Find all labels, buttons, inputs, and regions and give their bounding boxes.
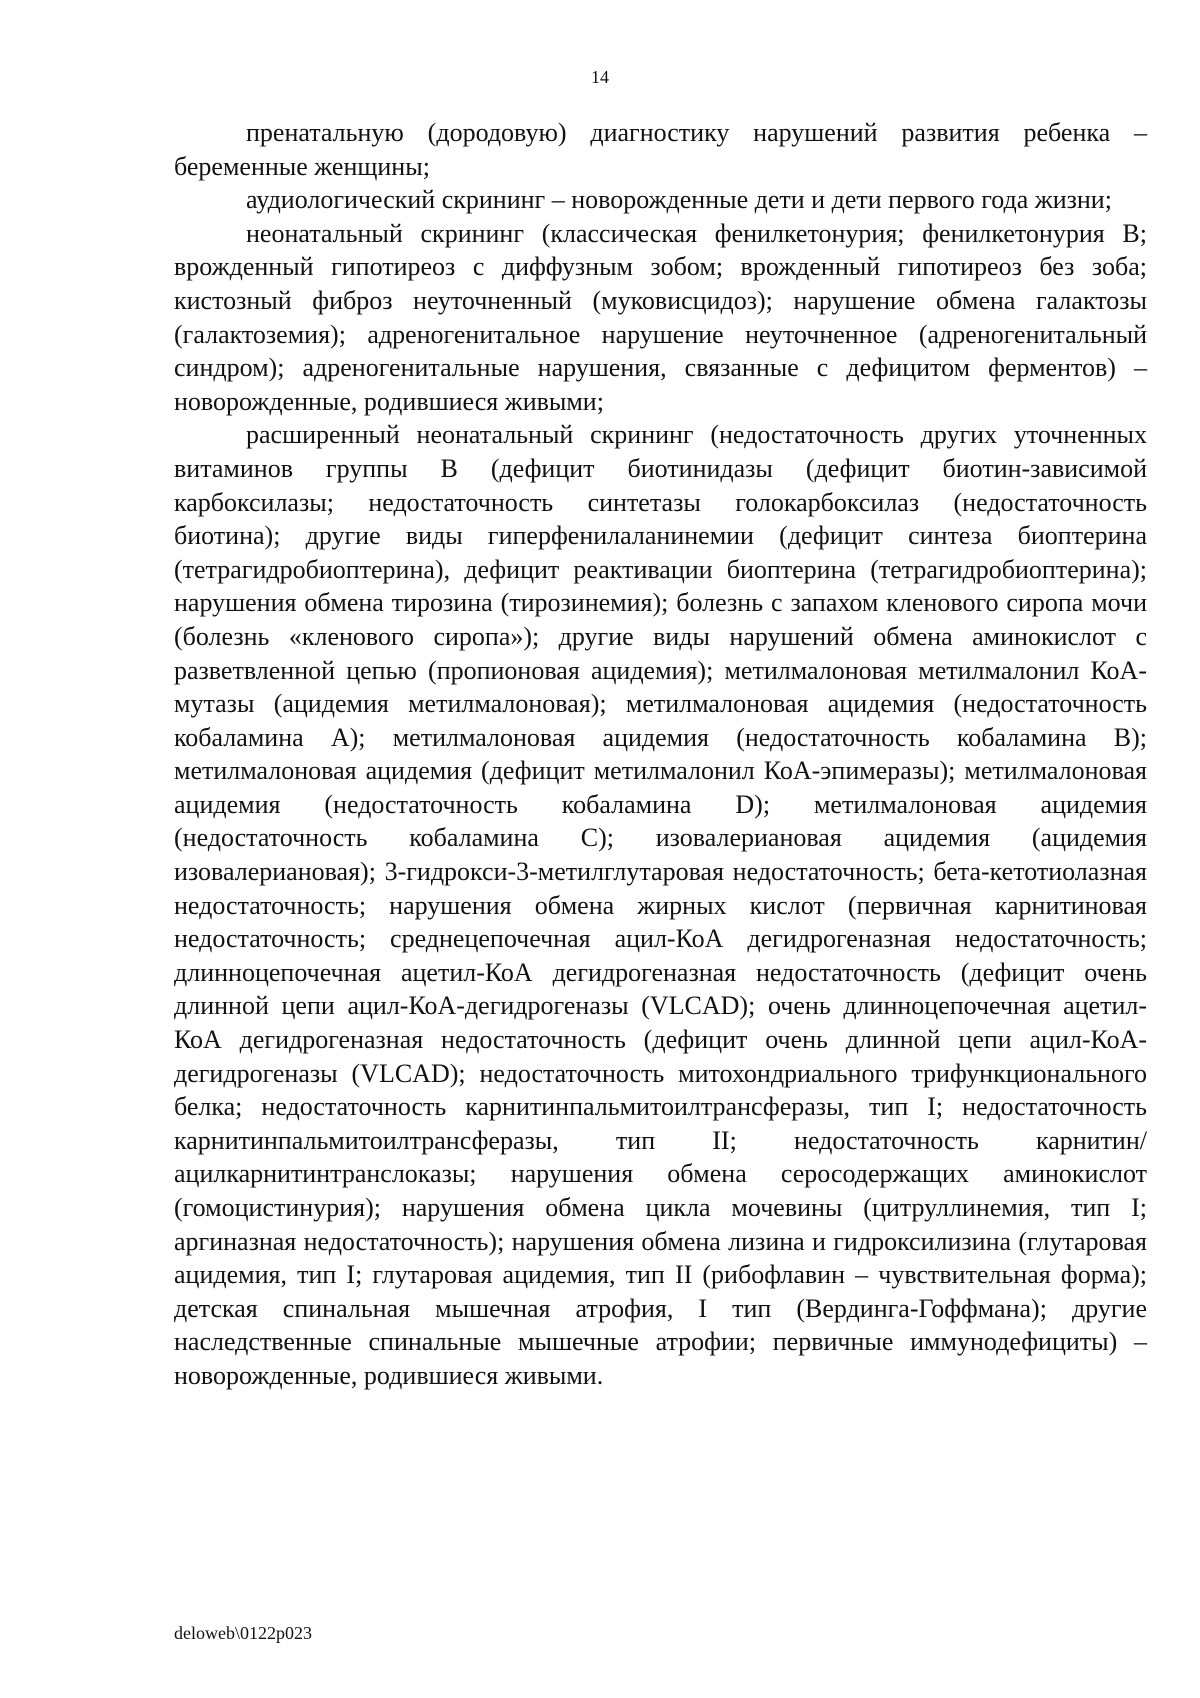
page-number: 14 [591, 67, 609, 87]
paragraph-neonatal-screening: неонатальный скрининг (классическая фенилкетонурия; фенилкетонурия В; врожденный гипотиреоз с диффузным зобом; врожденный гипотиреоз без зоба; кистозный фиброз неуточненный (муковисцидоз); нарушение обмена галактозы (галактоземия); адреногенитальное нарушение неуточненное (адреногенитальный синдром); адреногенитальные нарушения, связанные с дефицитом ферментов) – новорожденные, родившиеся живыми; [174, 218, 1147, 416]
footer-document-code: deloweb\0122p023 [174, 1623, 312, 1643]
paragraph-audiological-screening: аудиологический скрининг – новорожденные дети и дети первого года жизни; [246, 185, 1112, 215]
document-body [174, 116, 1147, 1393]
paragraph-extended-neonatal-screening: расширенный неонатальный скрининг (недостаточность других уточненных витаминов группы В (дефицит биотинидазы (дефицит биотин-зависимой карбоксилазы; недостаточность синтетазы голокарбоксилаз (недостаточность биотина); другие виды гиперфенилаланинемии (дефицит синтеза биоптерина (тетрагидробиоптерина), дефицит реактивации биоптерина (тетрагидробиоптерина); нарушения обмена тирозина (тирозинемия); болезнь с запахом кленового сиропа мочи (болезнь «кленового сиропа»); другие виды нарушений обмена аминокислот с разветвленной цепью (пропионовая ацидемия); метилмалоновая метилмалонил КоА-мутазы (ацидемия метилмалоновая); метилмалоновая ацидемия (недостаточность кобаламина А); метилмалоновая ацидемия (недостаточность кобаламина В); метилмалоновая ацидемия (дефицит метилмалонил КоА-эпимеразы); метилмалоновая ацидемия (недостаточность кобаламина D); метилмалоновая ацидемия (недостаточность кобаламина С); изовалериановая ацидемия (ацидемия изовалериановая); 3-гидрокси-3-метилглутаровая недостаточность; бета-кетотиолазная недостаточность; нарушения обмена жирных кислот (первичная карнитиновая недостаточность; среднецепочечная ацил-КоА дегидрогеназная недостаточность; длинноцепочечная ацетил-КоА дегидрогеназная недостаточность (дефицит очень длинной цепи ацил-КоА-дегидрогеназы (VLCAD); очень длинноцепочечная ацетил-КоА дегидрогеназная недостаточность (дефицит очень длинной цепи ацил-КоА-дегидрогеназы (VLCAD); недостаточность митохондриального трифункционального белка; недостаточность карнитинпальмитоилтрансферазы, тип I; недостаточность карнитинпальмитоилтрансферазы, тип II; недостаточность карнитин/ацилкарнитинтранслоказы; нарушения обмена серосодержащих аминокислот (гомоцистинурия); нарушения обмена цикла мочевины (цитруллинемия, тип I; аргиназная недостаточность); нарушения обмена лизина и гидроксилизина (глутаровая ацидемия, тип I; глутаровая ацидемия, тип II (рибофлавин – чувствительная форма); детская спинальная мышечная атрофия, I тип (Вердинга-Гоффмана); другие наследственные спинальные мышечные атрофии; первичные иммунодефициты) – новорожденные, родившиеся живыми. [174, 420, 1147, 1390]
paragraph-prenatal-diagnostics: пренатальную (дородовую) диагностику нарушений развития ребенка – беременные женщины; [174, 118, 1147, 181]
